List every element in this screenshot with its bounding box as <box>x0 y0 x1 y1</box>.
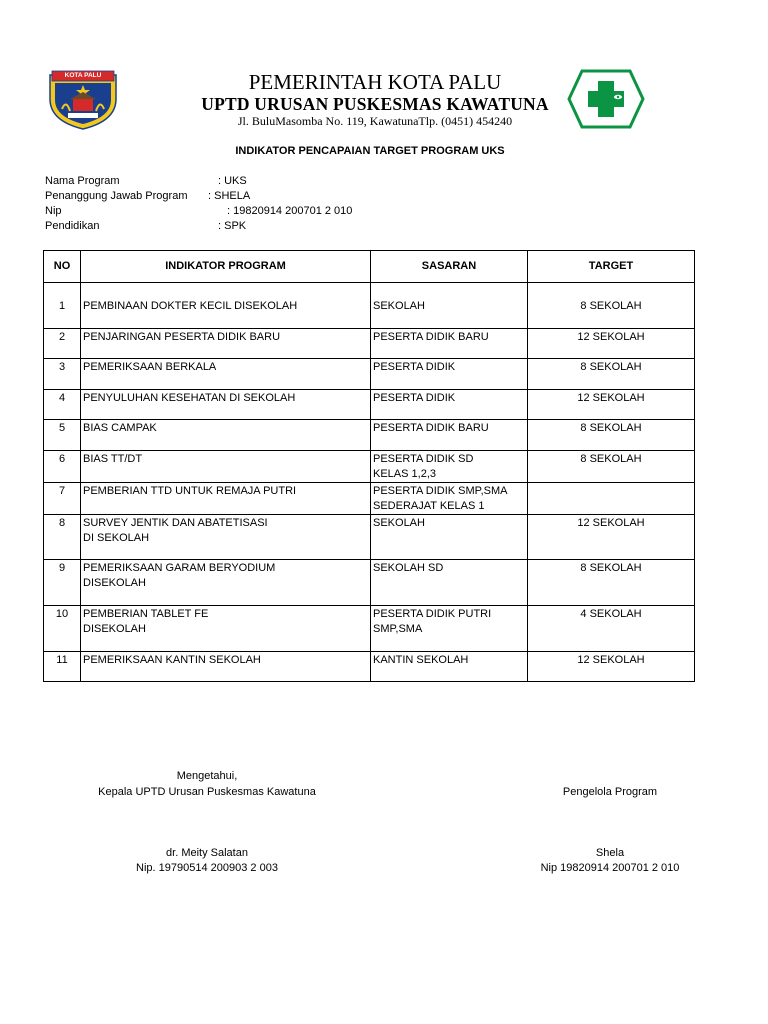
sasaran-line: PESERTA DIDIK <box>373 392 456 404</box>
sasaran-line: SEKOLAH <box>373 299 425 312</box>
cell-sasaran <box>371 652 528 682</box>
header-indikator: INDIKATOR PROGRAM <box>81 251 371 283</box>
sasaran-line: SEKOLAH <box>373 517 425 529</box>
header-no: NO <box>44 251 81 283</box>
sasaran-line: SEKOLAH SD <box>373 562 444 574</box>
indikator-line: BIAS CAMPAK <box>83 422 157 434</box>
cell-target: 4 SEKOLAH <box>528 606 695 652</box>
cell-target: 12 SEKOLAH <box>528 390 695 420</box>
cell-no: 9 <box>44 560 81 606</box>
cell-no: 3 <box>44 359 81 390</box>
table-row <box>44 652 695 682</box>
cell-sasaran <box>371 451 528 483</box>
indikator-line: PEMERIKSAAN GARAM BERYODIUM <box>83 562 276 574</box>
unit-address: Jl. BuluMasomba No. 119, KawatunaTlp. (0451) 454240 <box>237 114 513 128</box>
cell-target: 8 SEKOLAH <box>528 451 695 483</box>
cell-indikator <box>81 483 371 515</box>
cell-indikator <box>81 359 371 390</box>
document-title: INDIKATOR PENCAPAIAN TARGET PROGRAM UKS <box>235 145 505 157</box>
left-signatory-role: Kepala UPTD Urusan Puskesmas Kawatuna <box>98 786 316 798</box>
cell-target: 8 SEKOLAH <box>528 560 695 606</box>
table-row <box>44 420 695 451</box>
sasaran-line: SMP,SMA <box>373 623 423 635</box>
indikator-line: DISEKOLAH <box>83 577 146 589</box>
cell-no: 11 <box>44 652 81 682</box>
table-row <box>44 390 695 420</box>
cell-no: 2 <box>44 329 81 359</box>
cell-target: 8 SEKOLAH <box>528 359 695 390</box>
cell-indikator <box>81 560 371 606</box>
sasaran-line: PESERTA DIDIK <box>373 361 456 373</box>
info-value: : UKS <box>218 175 247 187</box>
table-row <box>44 451 695 483</box>
cell-sasaran <box>371 515 528 560</box>
cell-sasaran <box>371 560 528 606</box>
indikator-line: DI SEKOLAH <box>83 532 150 544</box>
cell-target <box>528 483 695 515</box>
cell-no: 10 <box>44 606 81 652</box>
cell-target: 8 SEKOLAH <box>528 420 695 451</box>
indicator-table <box>43 250 695 682</box>
table-row <box>44 329 695 359</box>
cell-indikator <box>81 652 371 682</box>
left-signatory-name: dr. Meity Salatan <box>166 847 248 859</box>
cell-indikator <box>81 420 371 451</box>
indikator-line: PENJARINGAN PESERTA DIDIK BARU <box>83 331 281 343</box>
right-signatory-nip: Nip 19820914 200701 2 010 <box>540 862 680 874</box>
table-row <box>44 483 695 515</box>
table-row <box>44 515 695 560</box>
cell-no: 7 <box>44 483 81 515</box>
left-greeting: Mengetahui, <box>176 770 238 782</box>
cell-no: 8 <box>44 515 81 560</box>
indikator-line: PEMBERIAN TTD UNTUK REMAJA PUTRI <box>83 485 297 497</box>
info-value: : 19820914 200701 2 010 <box>227 205 353 217</box>
cell-indikator <box>81 451 371 483</box>
cell-indikator <box>81 283 371 329</box>
indikator-line: PEMERIKSAAN KANTIN SEKOLAH <box>83 654 261 666</box>
indikator-line: DISEKOLAH <box>83 623 146 635</box>
header-target: TARGET <box>528 251 695 283</box>
table-row <box>44 359 695 390</box>
table-row <box>44 606 695 652</box>
indikator-line: PEMERIKSAAN BERKALA <box>83 361 217 373</box>
cell-no: 1 <box>44 283 81 329</box>
sasaran-line: PESERTA DIDIK BARU <box>373 331 489 343</box>
cell-target: 12 SEKOLAH <box>528 652 695 682</box>
sasaran-line: PESERTA DIDIK SMP,SMA <box>373 485 508 497</box>
table-row <box>44 560 695 606</box>
emblem-banner-text: KOTA PALU <box>64 72 102 79</box>
sasaran-line: SEDERAJAT KELAS 1 <box>373 500 485 512</box>
left-signatory-nip: Nip. 19790514 200903 2 003 <box>136 862 278 874</box>
cell-sasaran <box>371 359 528 390</box>
cell-no: 6 <box>44 451 81 483</box>
unit-name: UPTD URUSAN PUSKESMAS KAWATUNA <box>201 94 549 114</box>
cell-no: 5 <box>44 420 81 451</box>
health-cross-logo-icon <box>567 69 645 129</box>
government-name: PEMERINTAH KOTA PALU <box>248 70 502 94</box>
info-label: Penanggung Jawab Program <box>45 190 188 202</box>
right-signatory-name: Shela <box>595 847 625 859</box>
sasaran-line: PESERTA DIDIK BARU <box>373 422 489 434</box>
cell-indikator <box>81 329 371 359</box>
kota-palu-emblem <box>46 69 120 131</box>
table-body <box>44 283 695 682</box>
info-value: : SPK <box>218 220 247 232</box>
header-sasaran: SASARAN <box>371 251 528 283</box>
sasaran-line: KANTIN SEKOLAH <box>373 654 469 666</box>
sasaran-line: PESERTA DIDIK SD <box>373 453 474 465</box>
cell-indikator <box>81 390 371 420</box>
info-value: : SHELA <box>208 190 251 202</box>
info-label: Nama Program <box>45 175 120 187</box>
indikator-line: SURVEY JENTIK DAN ABATETISASI <box>83 517 268 529</box>
cell-no: 4 <box>44 390 81 420</box>
info-label: Nip <box>45 205 62 217</box>
cell-sasaran <box>371 420 528 451</box>
cell-sasaran <box>371 329 528 359</box>
table-row <box>44 283 695 329</box>
cell-target: 12 SEKOLAH <box>528 515 695 560</box>
cell-sasaran <box>371 390 528 420</box>
cell-target: 12 SEKOLAH <box>528 329 695 359</box>
cell-indikator <box>81 515 371 560</box>
sasaran-line: KELAS 1,2,3 <box>373 468 436 480</box>
indikator-line: PENYULUHAN KESEHATAN DI SEKOLAH <box>83 392 296 404</box>
cell-sasaran <box>371 483 528 515</box>
indikator-line: BIAS TT/DT <box>83 453 143 465</box>
indikator-line: PEMBINAAN DOKTER KECIL DISEKOLAH <box>83 299 298 312</box>
right-signatory-role: Pengelola Program <box>562 786 658 798</box>
table-header-row <box>44 251 695 283</box>
cell-sasaran <box>371 283 528 329</box>
cell-indikator <box>81 606 371 652</box>
sasaran-line: PESERTA DIDIK PUTRI <box>373 608 492 620</box>
cell-sasaran <box>371 606 528 652</box>
indikator-line: PEMBERIAN TABLET FE <box>83 608 209 620</box>
info-label: Pendidikan <box>45 220 100 232</box>
cell-target: 8 SEKOLAH <box>528 283 695 329</box>
